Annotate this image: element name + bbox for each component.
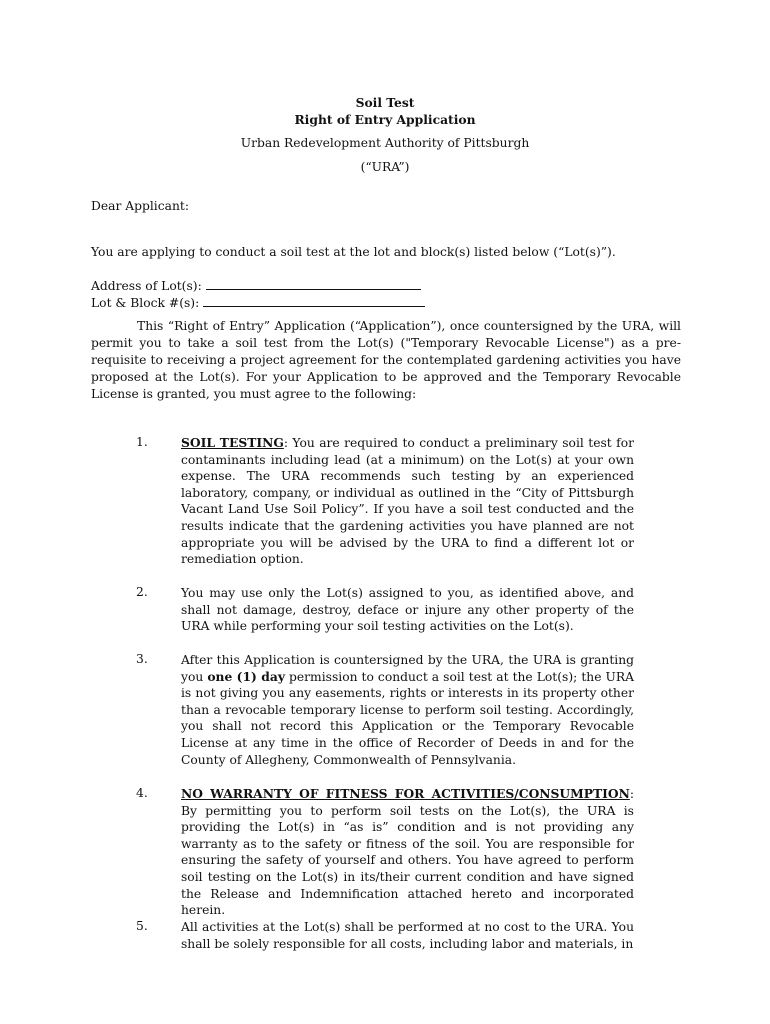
list-item xyxy=(181,919,634,952)
item-heading: SOIL TESTING xyxy=(181,435,284,450)
doc-subtitle: Right of Entry Application xyxy=(294,112,476,127)
list-item xyxy=(181,585,634,635)
address-blank xyxy=(206,279,421,290)
item-number: 3. xyxy=(136,652,148,666)
doc-title: Soil Test xyxy=(355,95,415,110)
lot-block-blank xyxy=(203,296,425,307)
list-item xyxy=(181,435,634,568)
item-number: 5. xyxy=(136,919,148,933)
item-number: 2. xyxy=(136,585,148,599)
salutation: Dear Applicant: xyxy=(91,199,189,213)
item-text: : You are required to conduct a preliminary soil test for contaminants including lead (at a minimum) on the Lot(s) at your own expense. The URA recommends such testing by an experienced laboratory, company, or individual as outlined in the “City of Pittsburgh Vacant Land Use Soil Policy”. If you have a soil test conducted and the results indicate that the gardening activities you have planned are not appropriate you will be advised by the URA to find a different lot or remediation option. xyxy=(181,436,634,567)
item-number: 4. xyxy=(136,786,148,800)
lot-block-label: Lot & Block #(s): xyxy=(91,296,200,310)
item-text: permission to conduct a soil test at the Lot(s); the URA is not giving you any easements, rights or interests in its property other than a revocable temporary license to perform soil testing. Accordingly, you shall not record this Application or the Temporary Revocable License at any time in the office of Recorder of Deeds in and for the County of Allegheny, Commonwealth of Pennsylvania. xyxy=(181,669,635,767)
address-field xyxy=(91,279,421,293)
item-text: You may use only the Lot(s) assigned to you, as identified above, and shall not damage, destroy, deface or injure any other property of the URA while performing your soil testing activities on the Lot(s). xyxy=(181,586,634,634)
org-name: Urban Redevelopment Authority of Pittsburgh xyxy=(240,136,530,150)
intro-text: You are applying to conduct a soil test at the lot and block(s) listed below (“Lot(s)”). xyxy=(91,245,616,259)
list-item xyxy=(181,786,634,919)
item-heading: NO WARRANTY OF FITNESS FOR ACTIVITIES/CONSUMPTION xyxy=(181,786,630,801)
item-text: All activities at the Lot(s) shall be performed at no cost to the URA. You shall be solely responsible for all costs, including labor and materials, in xyxy=(181,920,634,951)
list-item xyxy=(181,652,634,768)
org-abbreviation: (“URA”) xyxy=(360,160,410,174)
lot-block-field xyxy=(91,296,425,310)
item-bold-text: one (1) day xyxy=(207,668,285,684)
item-number: 1. xyxy=(136,435,148,449)
address-label: Address of Lot(s): xyxy=(91,279,202,293)
item-text: : By permitting you to perform soil tests on the Lot(s), the URA is providing the Lot(s) in “as is” condition and is not providing any warranty as to the safety or fitness of the soil. You are responsible for ensuring the safety of yourself and others. You have agreed to perform soil testing on the Lot(s) in its/their current condition and have signed the Release and Indemnification attached hereto and incorporated herein. xyxy=(181,787,634,918)
item-text: After this Application is countersigned by the URA, the URA is granting you xyxy=(181,653,634,684)
body-paragraph: This “Right of Entry” Application (“Application”), once countersigned by the URA, will permit you to take a soil test from the Lot(s) ("Temporary Revocable License") as a pre-requisite to receiving a project agreement for the contemplated gardening activities you have proposed at the Lot(s). For your Application to be approved and the Temporary Revocable License is granted, you must agree to the following: xyxy=(91,319,681,401)
